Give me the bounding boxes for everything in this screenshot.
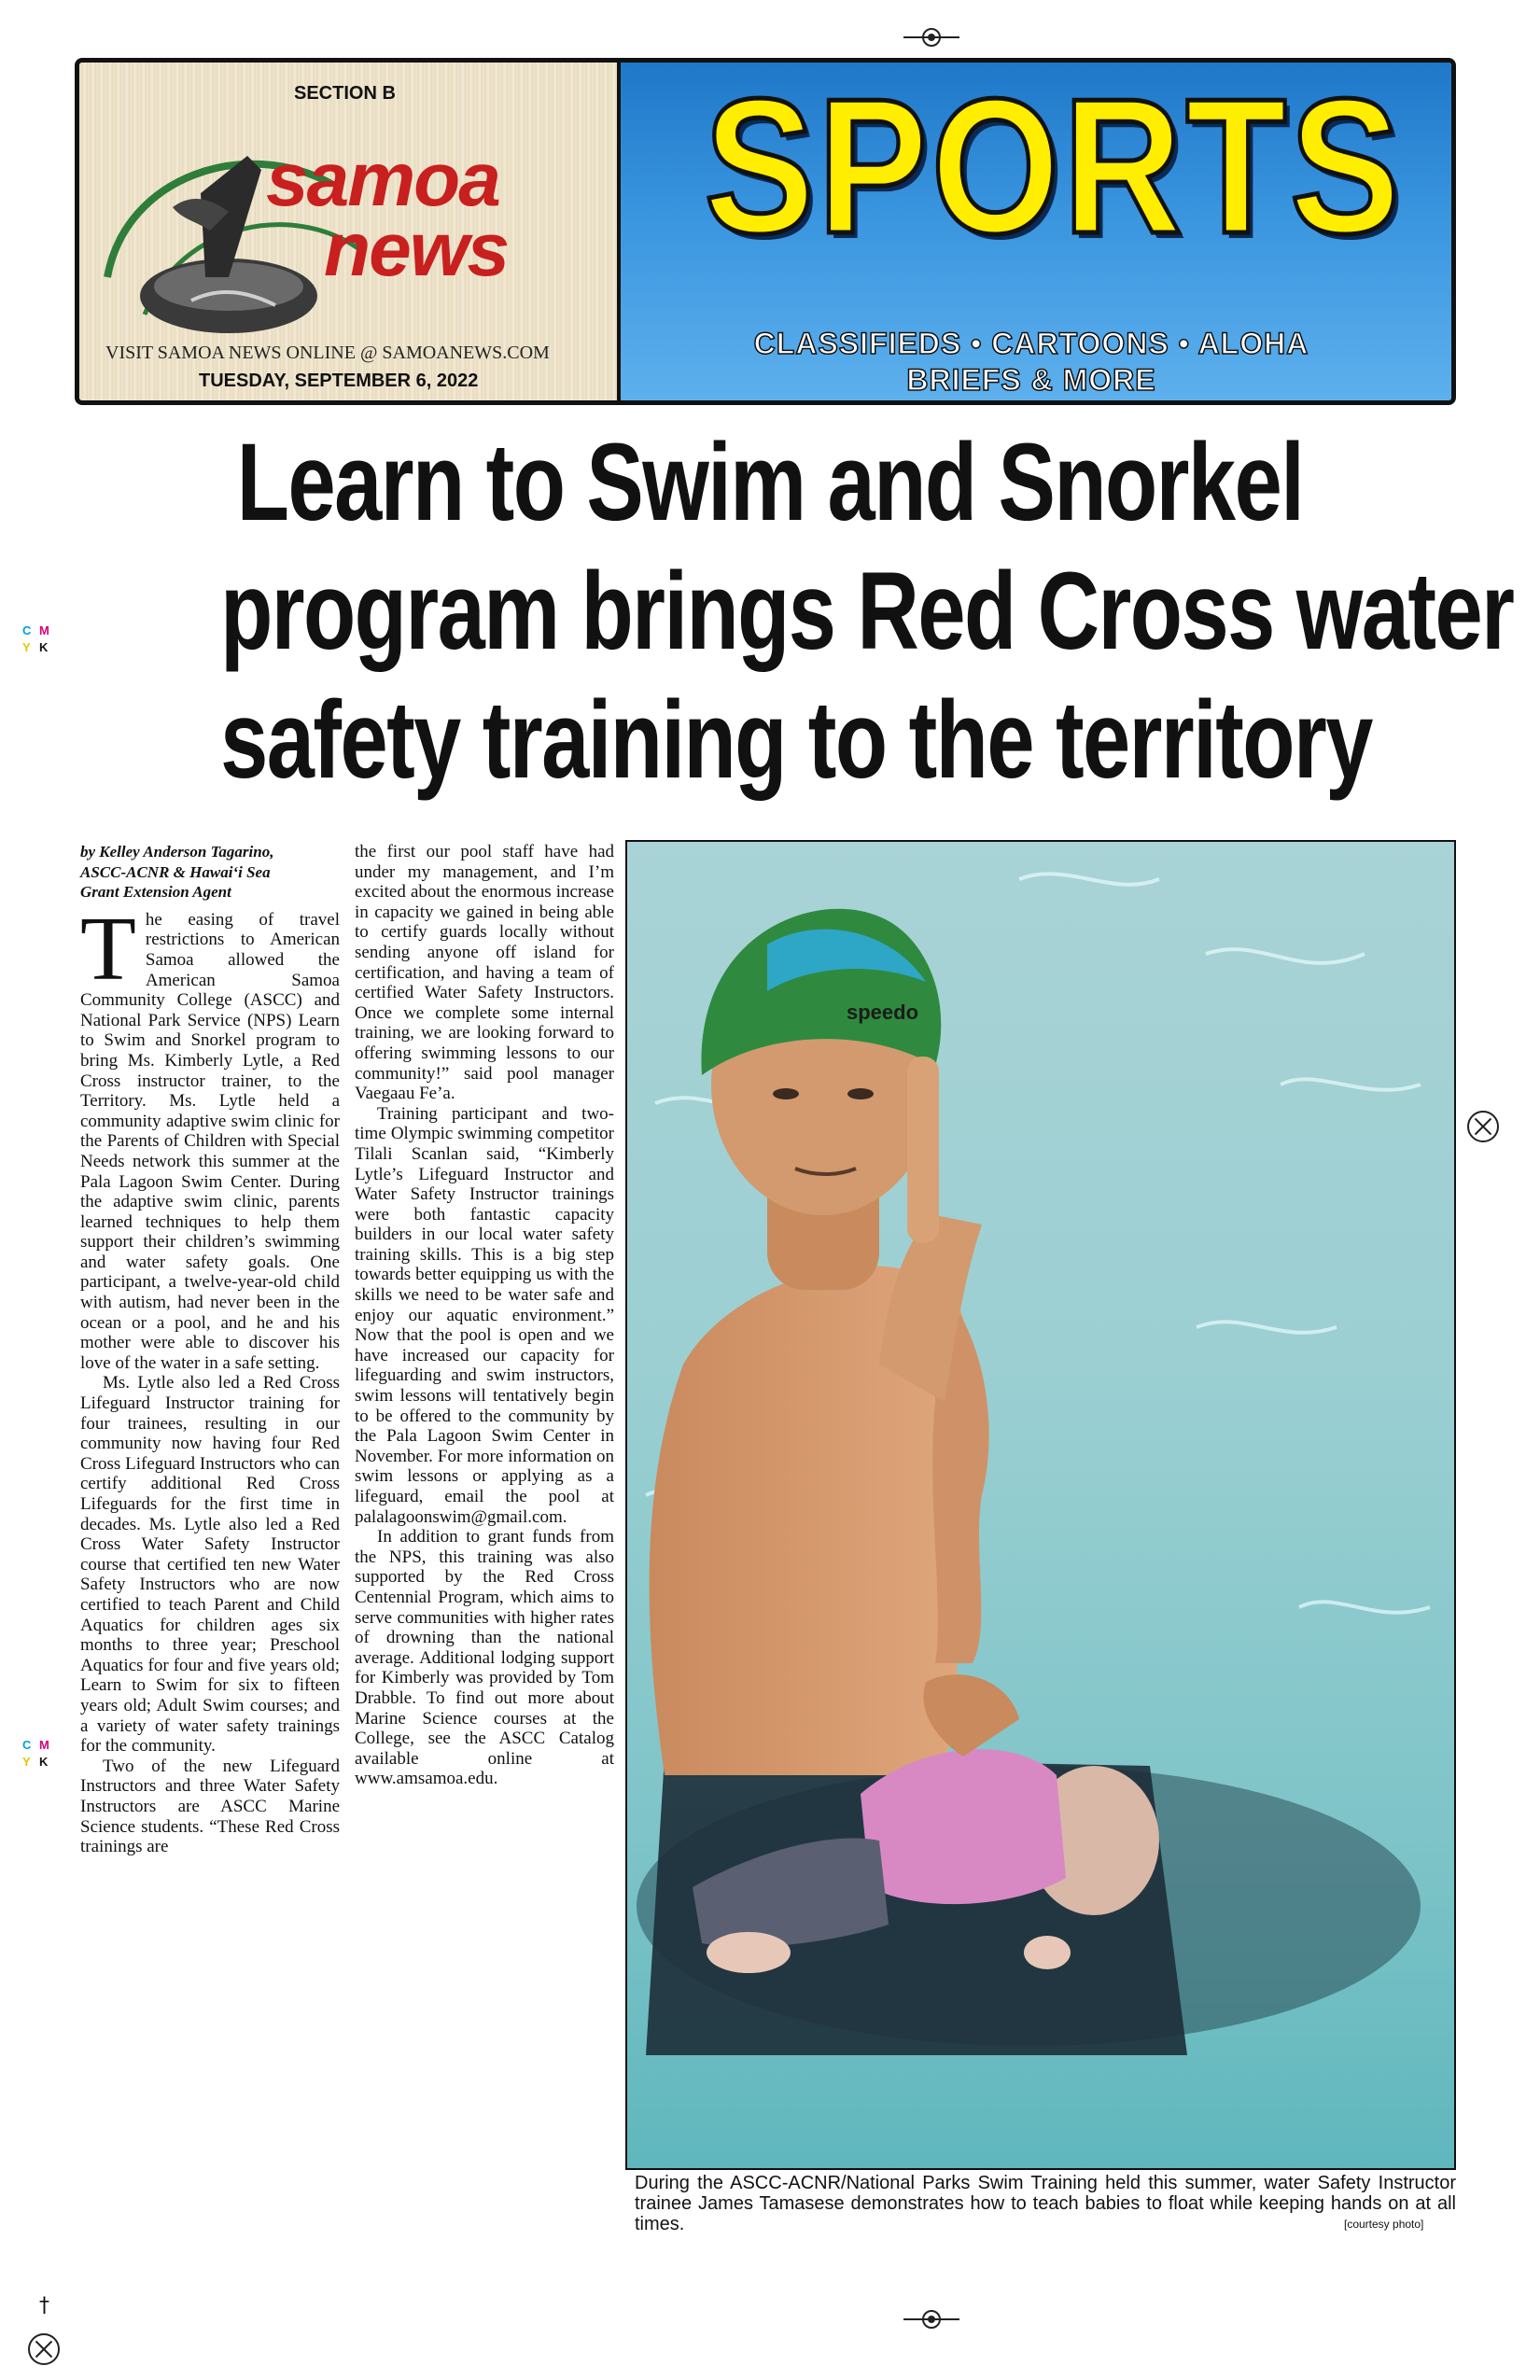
masthead-logo-panel: [79, 63, 621, 400]
photo-credit: [courtesy photo]: [1344, 2218, 1424, 2231]
crop-cross-icon: †: [39, 2294, 49, 2317]
byline-affiliation: ASCC-ACNR & Hawai‘i Sea: [80, 862, 271, 881]
article-paragraph: Training participant and two-time Olympic swimming competitor Tilali Scanlan said, “Kimberly Lytle’s Lifeguard Instructor and Water Safety Instructor trainings were both fantastic capacity builders in our local water safety training skills. This is a big step towards better equipping us with the skills we need to be water safe and enjoy our aquatic environment.” Now that the pool is open and we have increased our capacity for lifeguarding and swim instructors, swim lessons will tentatively begin to be offered to the community by the Pala Lagoon Swim Center in November. For more information on swim lessons or applying as a lifeguard, email the pool at palalagoonswim@gmail.com.: [355, 1103, 614, 1527]
photo-caption: During the ASCC-ACNR/National Parks Swim Training held this summer, water Safety Instructor trainee James Tamasese demonstrates how to teach babies to float while keeping hands on at all times.: [635, 2173, 1456, 2234]
article-column-2: [355, 842, 614, 1789]
issue-date: TUESDAY, SEPTEMBER 6, 2022: [199, 371, 479, 391]
cmyk-y: Y: [22, 1755, 31, 1769]
cmyk-k: K: [39, 1755, 49, 1769]
registration-mark-right: [1467, 1111, 1499, 1142]
sports-title: SPORTS: [704, 59, 1404, 273]
banner-tagline-1: CLASSIFIEDS • CARTOONS • ALOHA: [753, 327, 1309, 360]
registration-target-top: [903, 28, 959, 47]
registration-target-bottom: [903, 2310, 959, 2329]
byline-author: by Kelley Anderson Tagarino,: [80, 843, 274, 861]
registration-mark-bottom-left: [28, 2333, 60, 2365]
byline: [80, 842, 340, 903]
article-headline: [65, 418, 1514, 805]
article-paragraph: The easing of travel restrictions to American Samoa allowed the American Samoa Community College (ASCC) and National Park Service (NPS) Learn to Swim and Snorkel program to bring Ms. Kimberly Lytle, a Red Cross instructor trainer, to the Territory. Ms. Lytle held a community adaptive swim clinic for the Parents of Children with Special Needs network this summer at the Pala Lagoon Swim Center. During the adaptive swim clinic, parents learned techniques to help them support their children’s swimming and water safety goals. One participant, a twelve-year-old child with autism, had never been in the ocean or a pool, and he and his mother were able to discover his love of the water in a safe setting.: [80, 898, 340, 1373]
article-paragraph: Ms. Lytle also led a Red Cross Lifeguard Instructor training for four trainees, resulting in our community now having four Red Cross Lifeguard Instructors who can certify additional Red Cross Lifeguards for the first time in decades. Ms. Lytle also led a Red Cross Water Safety Instructor course that certified ten new Water Safety Instructors who are now certified to teach Parent and Child Aquatics for children ages six months to three year; Preschool Aquatics for four and five years old; Learn to Swim for six to fifteen years old; Adult Swim courses; and a variety of water safety trainings for the community.: [80, 1373, 340, 1757]
swim-instructor-photo-illustration: [627, 842, 1454, 2168]
website-line: VISIT SAMOA NEWS ONLINE @ SAMOANEWS.COM: [105, 343, 550, 363]
headline-line: safety training to the territory: [220, 679, 1372, 802]
article-column-1: [80, 842, 340, 1857]
article-paragraph: In addition to grant funds from the NPS, this training was also supported by the Red Cross Centennial Program, which aims to serve communities with higher rates of drowning than the national average. Additional lodging support for Kimberly was provided by Tom Drabble. To find out more about Marine Science courses at the College, see the ASCC Catalog available online at www.amsamoa.edu.: [355, 1527, 614, 1789]
masthead: [75, 58, 1456, 405]
article-photo: [625, 840, 1456, 2170]
cmyk-c: C: [22, 623, 32, 637]
article-paragraph: Two of the new Lifeguard Instructors and three Water Safety Instructors are ASCC Marine Science students. “These Red Cross trainings are: [80, 1756, 340, 1857]
drop-cap: T: [80, 898, 136, 1000]
cmyk-m: M: [39, 623, 49, 637]
logo-wordmark-news: news: [324, 207, 509, 292]
cmyk-m: M: [39, 1738, 49, 1752]
section-label: SECTION B: [294, 83, 396, 104]
cmyk-k: K: [39, 640, 49, 654]
article-paragraph: the first our pool staff have had under my management, and I’m excited about the enormous increase in capacity we gained in being able to certify guards locally without sending anyone off island for certification, and having a team of certified Water Safety Instructors. Once we complete some internal training, we are looking forward to offering swimming lessons to our community!” said pool manager Vaegaau Fe’a.: [355, 842, 614, 1104]
cmyk-y: Y: [22, 640, 31, 654]
byline-title: Grant Extension Agent: [80, 883, 231, 902]
headline-line: program brings Red Cross water: [220, 550, 1514, 673]
cmyk-mark-lower: [22, 1738, 60, 1775]
sports-banner: [621, 59, 1451, 400]
cmyk-mark-upper: [22, 623, 60, 661]
headline-line: Learn to Swim and Snorkel: [236, 421, 1304, 544]
cmyk-c: C: [22, 1738, 32, 1752]
logo-wordmark-samoa: samoa: [266, 137, 499, 222]
cap-brand: speedo: [847, 1001, 919, 1024]
banner-tagline-2: BRIEFS & MORE: [906, 363, 1156, 397]
